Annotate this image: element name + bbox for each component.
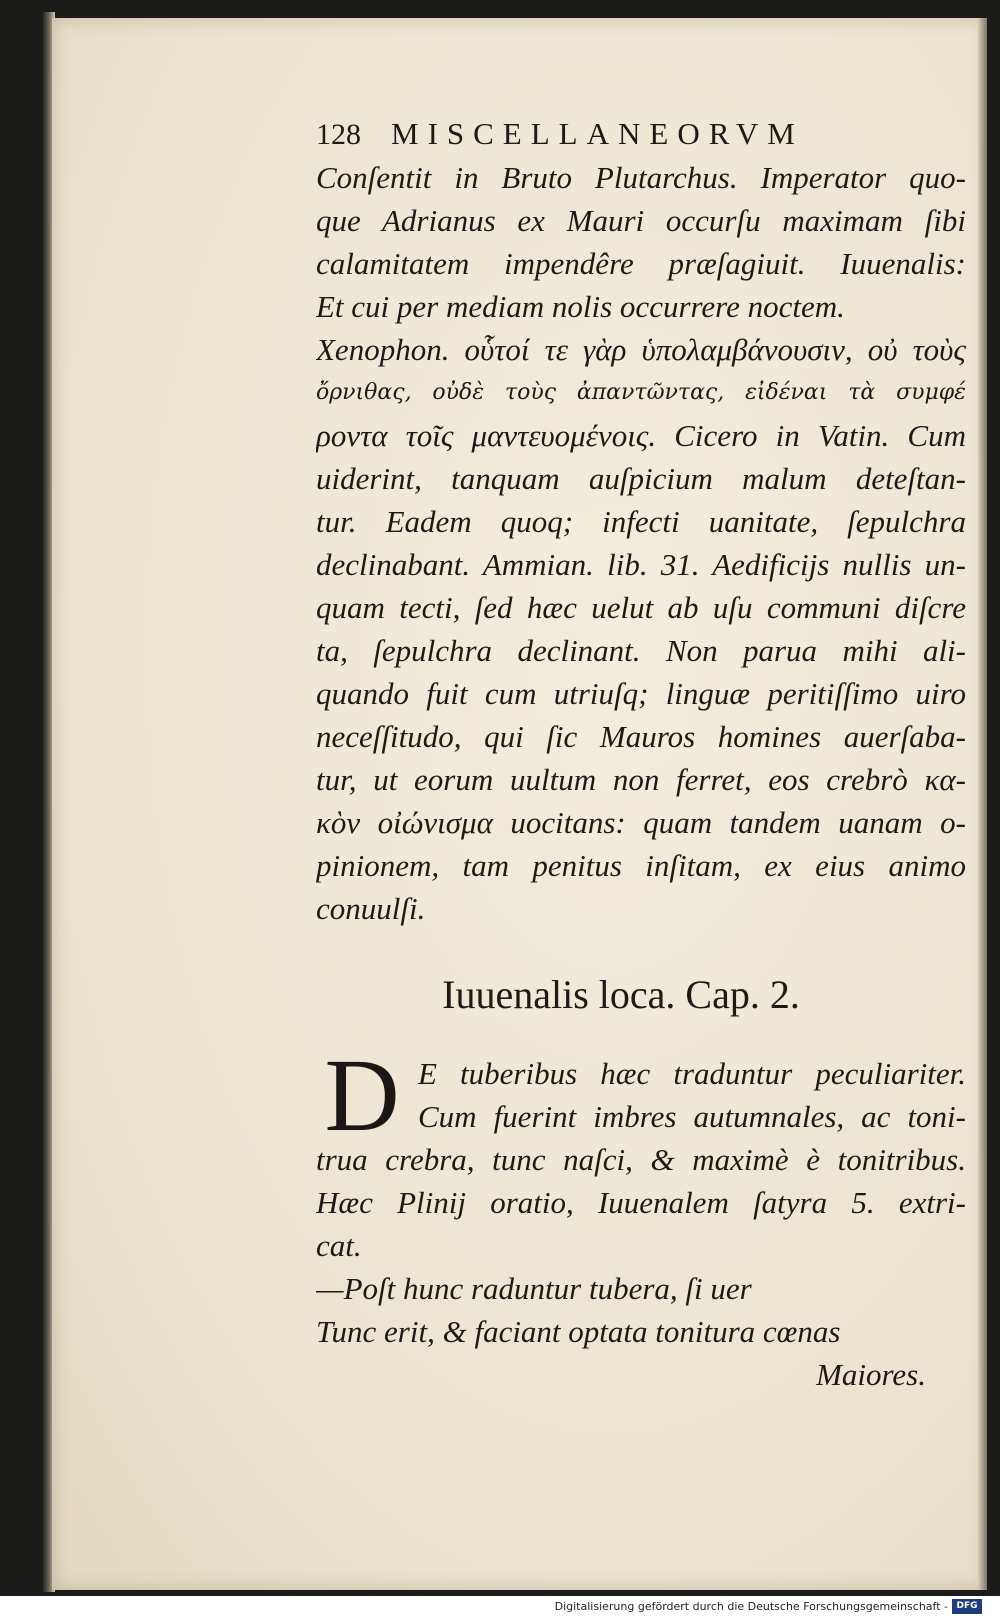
quotation <box>316 1267 966 1396</box>
text-line: calamitatem impendêre præſagiuit. Iuuenalis: <box>316 246 966 281</box>
text-line: declinabant. Ammian. lib. 31. Aedificijs nullis un- <box>316 547 966 582</box>
text-line: conuulſi. <box>316 891 426 926</box>
text-line: Cum fuerint imbres autumnales, ac toni- <box>418 1099 966 1134</box>
text-line-greek: ροντα τοῖς μαντευομένοις. Cicero in Vatin. Cum <box>316 418 966 453</box>
text-line: tur. Eadem quoq; infecti uanitate, ſepulchra <box>316 504 966 539</box>
running-head: MISCELLANEORVM <box>391 116 804 151</box>
quote-line: Tunc erit, & faciant optata tonitura cœnas <box>316 1314 841 1349</box>
footer-bar <box>0 1596 1000 1621</box>
quote-line: —Poſt hunc raduntur tubera, ſi uer <box>316 1271 752 1306</box>
text-line: neceſſitudo, qui ſic Mauros homines auerſaba- <box>316 719 966 754</box>
text-line: E tuberibus hæc traduntur peculiariter. <box>418 1056 966 1091</box>
page-header <box>316 116 966 156</box>
text-line: Hæc Plinij oratio, Iuuenalem ſatyra 5. extri- <box>316 1185 966 1220</box>
footer-credit: Digitalisierung gefördert durch die Deutsche Forschungsgemeinschaft - <box>554 1600 948 1613</box>
quote-line: Maiores. <box>816 1357 926 1392</box>
paragraph-1 <box>316 156 966 930</box>
text-line: κὸν οἰώνισμα uocitans: quam tandem uanam o- <box>316 805 966 840</box>
text-line: que Adrianus ex Mauri occurſu maximam ſibi <box>316 203 966 238</box>
text-line: cat. <box>316 1228 362 1263</box>
text-line: quando fuit cum utriuſq; linguæ peritiſſimo uiro <box>316 676 966 711</box>
text-line: Conſentit in Bruto Plutarchus. Imperator quo- <box>316 160 966 195</box>
spacer <box>316 930 966 966</box>
text-line-greek: Xenophon. οὗτοί τε γὰρ ὑπολαμβάνουσιν, οὐ τοὺς <box>316 332 966 367</box>
text-line: pinionem, tam penitus inſitam, ex eius animo <box>316 848 966 883</box>
drop-cap-initial: D <box>324 1038 400 1153</box>
text-line-greek: ὄρνιθας, οὐδὲ τοὺς ἀπαντῶντας, εἰδέναι τὰ συμφέ <box>316 380 966 405</box>
dfg-logo: DFG <box>952 1599 982 1614</box>
page-number: 128 <box>316 118 361 151</box>
section-title: Iuuenalis loca. Cap. 2. <box>442 972 800 1017</box>
text-line: quam tecti, ſed hæc uelut ab uſu communi diſcre <box>316 590 966 625</box>
text-line: Et cui per mediam nolis occurrere noctem. <box>316 289 845 324</box>
page-right-edge <box>978 18 987 1590</box>
text-line: tur, ut eorum uultum non ferret, eos crebrò κα- <box>316 762 966 797</box>
text-line: trua crebra, tunc naſci, & maximè è tonitribus. <box>316 1142 966 1177</box>
text-line: uiderint, tanquam auſpicium malum deteſtan- <box>316 461 966 496</box>
text-line: ta, ſepulchra declinant. Non parua mihi ali- <box>316 633 966 668</box>
paragraph-2 <box>316 1038 966 1267</box>
page-text <box>316 116 966 1396</box>
